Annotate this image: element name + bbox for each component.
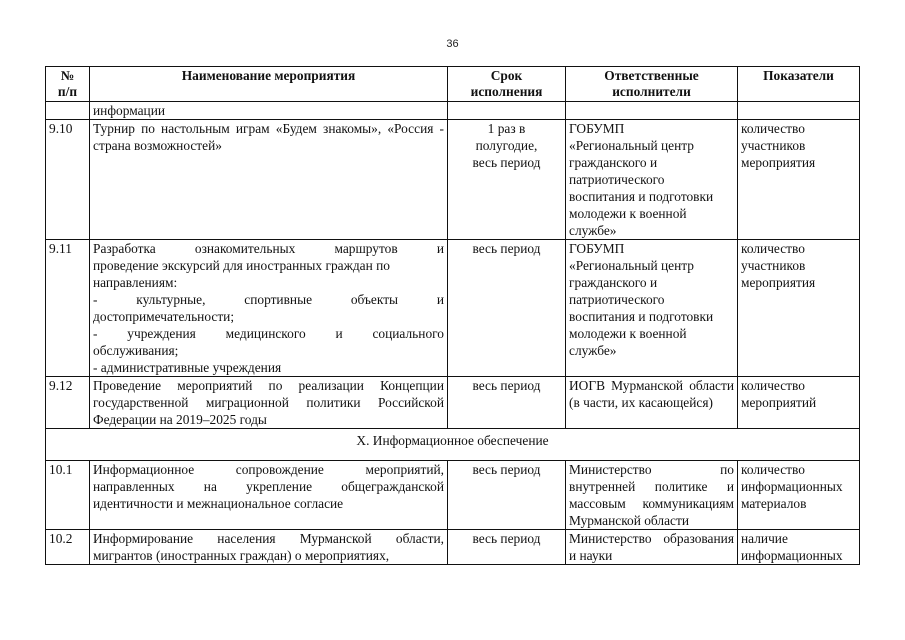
cell-num — [46, 102, 90, 120]
cell-term: 1 раз в полугодие, весь период — [448, 120, 566, 240]
cell-name: Проведение мероприятий по реализации Концепции государственной миграционной политики Российской Федерации на 2019–2025 годы — [90, 377, 448, 429]
cell-num: 10.2 — [46, 530, 90, 565]
cell-responsible — [566, 102, 738, 120]
cell-num: 9.11 — [46, 240, 90, 377]
cell-name: информации — [90, 102, 448, 120]
section-row — [46, 429, 860, 461]
cell-name: Информирование населения Мурманской области, мигрантов (иностранных граждан) о мероприятиях, — [90, 530, 448, 565]
header-num: № п/п — [46, 67, 90, 102]
cell-num: 10.1 — [46, 461, 90, 530]
table-row — [46, 530, 860, 565]
cell-indicators: количество мероприятий — [738, 377, 860, 429]
cell-name: Турнир по настольным играм «Будем знакомы», «Россия - страна возможностей» — [90, 120, 448, 240]
cell-indicators: наличие информационных — [738, 530, 860, 565]
table-row-continuation — [46, 102, 860, 120]
table-row — [46, 461, 860, 530]
cell-responsible: ГОБУМП «Региональный центр гражданского и патриотического воспитания и подготовки молодежи к военной службе» — [566, 120, 738, 240]
table-header-row — [46, 67, 860, 102]
cell-name: Информационное сопровождение мероприятий, направленных на укрепление общегражданской идентичности и межнациональное согласие — [90, 461, 448, 530]
cell-num: 9.10 — [46, 120, 90, 240]
page-number: 36 — [446, 38, 459, 50]
cell-term — [448, 102, 566, 120]
cell-indicators: количество участников мероприятия — [738, 120, 860, 240]
table-row — [46, 377, 860, 429]
cell-responsible: Министерство по внутренней политике и массовым коммуникациям Мурманской области — [566, 461, 738, 530]
cell-responsible: ИОГВ Мурманской области (в части, их касающейся) — [566, 377, 738, 429]
cell-responsible: Министерство образования и науки — [566, 530, 738, 565]
cell-num: 9.12 — [46, 377, 90, 429]
cell-term: весь период — [448, 377, 566, 429]
cell-term: весь период — [448, 461, 566, 530]
cell-term: весь период — [448, 240, 566, 377]
header-term: Срок исполнения — [448, 67, 566, 102]
cell-name: Разработка ознакомительных маршрутов и проведение экскурсий для иностранных граждан по направлениям: - культурные, спортивные объекты и достопримечательности; - учреждения медицинского и социального обслуживания; - административные учреждения — [90, 240, 448, 377]
header-indicators: Показатели — [738, 67, 860, 102]
cell-term: весь период — [448, 530, 566, 565]
table-row — [46, 240, 860, 377]
table-row — [46, 120, 860, 240]
cell-indicators: количество информационных материалов — [738, 461, 860, 530]
cell-responsible: ГОБУМП «Региональный центр гражданского и патриотического воспитания и подготовки молодежи к военной службе» — [566, 240, 738, 377]
cell-indicators: количество участников мероприятия — [738, 240, 860, 377]
section-title: X. Информационное обеспечение — [46, 429, 860, 461]
header-responsible: Ответственные исполнители — [566, 67, 738, 102]
events-table — [45, 66, 860, 565]
cell-indicators — [738, 102, 860, 120]
header-name: Наименование мероприятия — [90, 67, 448, 102]
